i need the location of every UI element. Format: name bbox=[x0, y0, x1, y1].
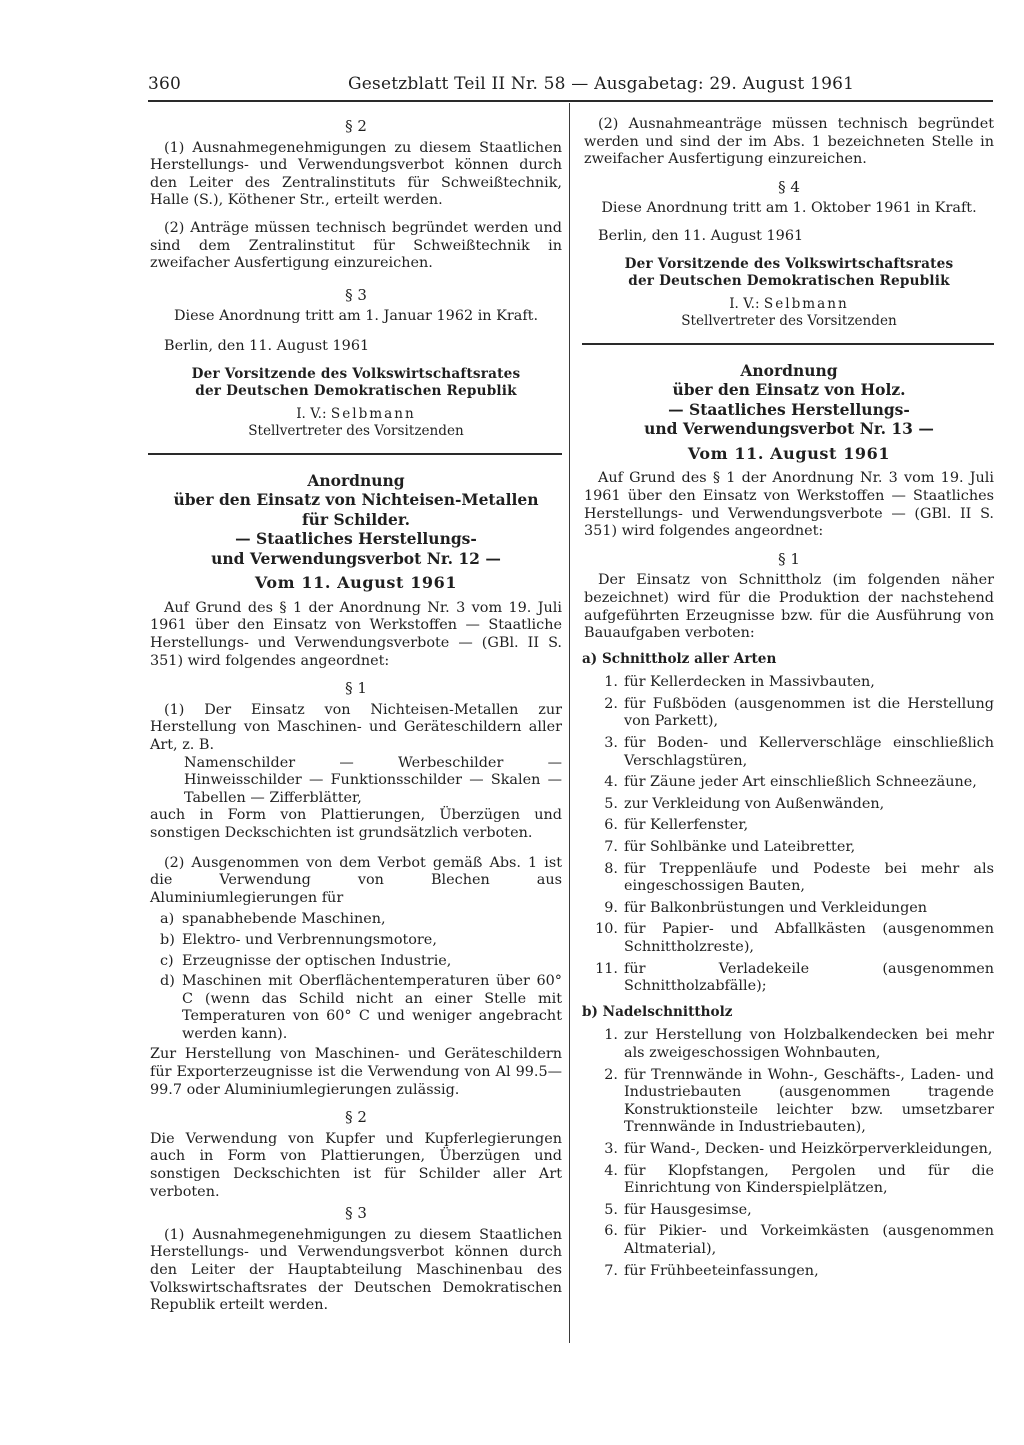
list-text: für Kellerfenster, bbox=[624, 817, 749, 834]
ordinance-title-line: und Verwendungsverbot Nr. 12 — bbox=[211, 548, 501, 568]
header-title: Gesetzblatt Teil II Nr. 58 — Ausgabetag: 29. August 1961 bbox=[348, 74, 855, 94]
list-number: 6. bbox=[604, 817, 618, 834]
section-heading: § 2 bbox=[345, 117, 367, 135]
signature-block bbox=[584, 256, 994, 331]
signature-name: Selbmann bbox=[763, 295, 849, 312]
section-heading: § 1 bbox=[778, 549, 800, 568]
left-column bbox=[150, 104, 562, 1315]
list-number: 3. bbox=[604, 735, 618, 752]
list-item bbox=[584, 674, 994, 692]
page-number: 360 bbox=[148, 74, 182, 94]
paragraph: (1) Ausnahmegenehmigungen zu diesem Staatlichen Herstellungs- und Verwendungsverbot können durch den Leiter der Hauptabteilung Maschinenbau des Volkswirtschaftsrates der Deutschen Demokratischen Republik erteilt werden. bbox=[150, 1226, 562, 1314]
signature-org-line: Der Vorsitzende des Volkswirtschaftsrates bbox=[191, 365, 521, 382]
list-text: spanabhebende Maschinen, bbox=[182, 911, 386, 928]
list-text: für Boden- und Kellerverschläge einschließlich Verschlagstüren, bbox=[624, 735, 994, 769]
list-item bbox=[160, 953, 562, 971]
list-text: für Trennwände in Wohn-, Geschäfts-, Laden- und Industriebauten (ausgenommen tragende Konstruktionsteile leichter bzw. umsetzbarer Trennwände in Industriebauten), bbox=[624, 1066, 994, 1136]
list-text: zur Verkleidung von Außenwänden, bbox=[624, 795, 885, 812]
list-item bbox=[160, 932, 562, 950]
list-item bbox=[584, 1223, 994, 1258]
list-item bbox=[584, 735, 994, 770]
list-text: für Kellerdecken in Massivbauten, bbox=[624, 674, 875, 691]
list-text: für Wand-, Decken- und Heizkörperverkleidungen, bbox=[624, 1140, 993, 1157]
list-number: 5. bbox=[604, 1201, 618, 1218]
signature-iv: I. V.: bbox=[729, 295, 760, 312]
list-text: Elektro- und Verbrennungsmotore, bbox=[182, 931, 437, 948]
ordinance-title-line: für Schilder. bbox=[301, 509, 410, 529]
list-label: a) bbox=[160, 911, 175, 928]
list-text: für Papier- und Abfallkästen (ausgenommen Schnittholzreste), bbox=[624, 921, 994, 955]
exemption-list bbox=[150, 911, 562, 1043]
signature-org-line: der Deutschen Demokratischen Republik bbox=[628, 272, 950, 289]
ordinance-title-line: über den Einsatz von Nichteisen-Metallen bbox=[173, 490, 539, 510]
ordinance-date: Vom 11. August 1961 bbox=[687, 443, 891, 463]
list-item bbox=[584, 861, 994, 896]
ordinance-title-line: und Verwendungsverbot Nr. 13 — bbox=[644, 419, 934, 439]
signature-name-line bbox=[150, 406, 562, 424]
paragraph: Zur Herstellung von Maschinen- und Geräteschildern für Exporterzeugnisse ist die Verwendung von Al 99.5—99.7 oder Aluminiumlegierungen zulässig. bbox=[150, 1046, 562, 1098]
paragraph: Diese Anordnung tritt am 1. Oktober 1961 in Kraft. bbox=[601, 200, 977, 217]
list-text: zur Herstellung von Holzbalkendecken bei mehr als zweigeschossigen Wohnbauten, bbox=[624, 1027, 994, 1061]
signature-block bbox=[150, 366, 562, 441]
list-item bbox=[584, 796, 994, 814]
ordinance-date: Vom 11. August 1961 bbox=[254, 573, 458, 593]
list-text: für Hausgesimse, bbox=[624, 1201, 752, 1218]
list-number: 7. bbox=[604, 1262, 618, 1279]
list-number: 5. bbox=[604, 795, 618, 812]
list-item bbox=[584, 961, 994, 996]
place-date: Berlin, den 11. August 1961 bbox=[164, 337, 370, 354]
list-number: 11. bbox=[595, 960, 618, 977]
list-text: Erzeugnisse der optischen Industrie, bbox=[182, 952, 452, 969]
right-column bbox=[584, 104, 994, 1284]
section-rule bbox=[148, 453, 562, 455]
list-item bbox=[584, 921, 994, 956]
signature-org-line: Der Vorsitzende des Volkswirtschaftsrates bbox=[624, 255, 954, 272]
intro-paragraph: Auf Grund des § 1 der Anordnung Nr. 3 vom 19. Juli 1961 über den Einsatz von Werkstoffen — Staatliche Herstellungs- und Verwendungsverbote — (GBl. II S. 351) wird folgendes angeordnet: bbox=[150, 599, 562, 669]
section-rule bbox=[582, 343, 994, 345]
list-item bbox=[584, 900, 994, 918]
paragraph: (2) Ausgenommen von dem Verbot gemäß Abs. 1 ist die Verwendung von Blechen aus Aluminiumlegierungen für bbox=[150, 854, 562, 906]
list-number: 3. bbox=[604, 1140, 618, 1157]
group-heading-b: b) Nadelschnittholz bbox=[582, 1003, 733, 1020]
paragraph: (2) Ausnahmeanträge müssen technisch begründet werden und sind der im Abs. 1 bezeichneten Stelle in zweifacher Ausfertigung einzureichen. bbox=[584, 116, 994, 168]
signature-org-line: der Deutschen Demokratischen Republik bbox=[195, 382, 517, 399]
signature-name-line bbox=[584, 296, 994, 314]
paragraph: (1) Ausnahmegenehmigungen zu diesem Staatlichen Herstellungs- und Verwendungsverbot können durch den Leiter des Zentralinstituts für Schweißtechnik, Halle (S.), Köthener Str., erteilt werden. bbox=[150, 139, 562, 209]
list-item bbox=[584, 1202, 994, 1220]
place-date: Berlin, den 11. August 1961 bbox=[598, 227, 804, 244]
list-item bbox=[584, 1027, 994, 1062]
group-heading-a: a) Schnittholz aller Arten bbox=[582, 650, 777, 667]
ordinance-title-line: — Staatliches Herstellungs- bbox=[235, 529, 477, 549]
list-text: für Treppenläufe und Podeste bei mehr als eingeschossigen Bauten, bbox=[624, 860, 994, 895]
list-number: 1. bbox=[604, 674, 618, 691]
list-text: für Zäune jeder Art einschließlich Schneezäune, bbox=[624, 774, 977, 791]
paragraph: Diese Anordnung tritt am 1. Januar 1962 in Kraft. bbox=[173, 308, 539, 325]
group-b-list bbox=[584, 1027, 994, 1280]
page-header bbox=[148, 72, 994, 96]
section-heading: § 3 bbox=[345, 285, 367, 304]
paragraph: Der Einsatz von Schnittholz (im folgenden näher bezeichnet) wird für die Produktion der nachstehend aufgeführten Erzeugnisse bzw. für die Ausführung von Bauaufgaben verboten: bbox=[584, 572, 994, 642]
signature-role: Stellvertreter des Vorsitzenden bbox=[248, 423, 464, 440]
ordinance-title-line: Anordnung bbox=[307, 470, 405, 490]
list-label: d) bbox=[160, 973, 175, 990]
list-label: c) bbox=[160, 952, 174, 969]
header-rule bbox=[148, 100, 993, 102]
signature-role: Stellvertreter des Vorsitzenden bbox=[681, 313, 897, 330]
examples-list: Namenschilder — Werbeschilder — Hinweisschilder — Funktionsschilder — Skalen — Tabellen — Zifferblätter, bbox=[184, 754, 562, 806]
paragraph: Die Verwendung von Kupfer und Kupferlegierungen auch in Form von Plattierungen, Überzügen und sonstigen Deckschichten ist für Schilder aller Art verboten. bbox=[150, 1130, 562, 1200]
section-heading: § 4 bbox=[778, 177, 800, 196]
list-item bbox=[160, 911, 562, 929]
list-number: 4. bbox=[604, 774, 618, 791]
ordinance-title-line: über den Einsatz von Holz. bbox=[672, 380, 906, 400]
paragraph: auch in Form von Plattierungen, Überzügen und sonstigen Deckschichten ist grundsätzlich verboten. bbox=[150, 807, 562, 841]
section-heading: § 3 bbox=[345, 1204, 367, 1223]
list-item bbox=[584, 774, 994, 792]
signature-name: Selbmann bbox=[330, 405, 416, 422]
group-a-list bbox=[584, 674, 994, 996]
column-divider bbox=[569, 103, 570, 1343]
list-number: 9. bbox=[604, 899, 618, 916]
list-text: für Pikier- und Vorkeimkästen (ausgenommen Altmaterial), bbox=[624, 1223, 994, 1257]
list-number: 7. bbox=[604, 839, 618, 856]
list-item bbox=[584, 1141, 994, 1159]
list-number: 1. bbox=[604, 1027, 618, 1044]
ordinance-title bbox=[150, 471, 562, 569]
list-text: für Balkonbrüstungen und Verkleidungen bbox=[624, 899, 928, 916]
paragraph: (2) Anträge müssen technisch begründet werden und sind dem Zentralinstitut für Schweißtechnik in zweifacher Ausfertigung einzureichen. bbox=[150, 219, 562, 272]
ordinance-title-line: — Staatliches Herstellungs- bbox=[668, 399, 910, 419]
list-item bbox=[160, 973, 562, 1043]
list-item bbox=[584, 1163, 994, 1198]
list-number: 8. bbox=[604, 860, 618, 877]
list-item bbox=[584, 1263, 994, 1281]
list-label: b) bbox=[160, 931, 175, 948]
list-item bbox=[584, 839, 994, 857]
list-item bbox=[584, 696, 994, 731]
list-number: 2. bbox=[604, 695, 618, 712]
ordinance-title bbox=[584, 361, 994, 439]
list-text: für Fußböden (ausgenommen ist die Herstellung von Parkett), bbox=[624, 695, 994, 730]
list-text: für Verladekeile (ausgenommen Schnittholzabfälle); bbox=[624, 960, 994, 995]
section-heading: § 2 bbox=[345, 1108, 367, 1127]
list-text: für Sohlbänke und Lateibretter, bbox=[624, 839, 856, 856]
list-item bbox=[584, 817, 994, 835]
section-heading: § 1 bbox=[345, 679, 367, 698]
list-text: Maschinen mit Oberflächentemperaturen über 60° C (wenn das Schild nicht an einer Stelle mit Temperaturen von 60° C und weniger angebracht werden kann). bbox=[182, 973, 562, 1042]
list-text: für Klopfstangen, Pergolen und für die Einrichtung von Kinderspielplätzen, bbox=[624, 1162, 994, 1197]
intro-paragraph: Auf Grund des § 1 der Anordnung Nr. 3 vom 19. Juli 1961 über den Einsatz von Werkstoffen — Staatliches Herstellungs- und Verwendungsverbote — (GBl. II S. 351) wird folgendes angeordnet: bbox=[584, 470, 994, 540]
list-number: 4. bbox=[604, 1162, 618, 1179]
list-number: 2. bbox=[604, 1066, 618, 1083]
list-text: für Frühbeeteinfassungen, bbox=[624, 1262, 819, 1279]
list-item bbox=[584, 1067, 994, 1137]
list-number: 6. bbox=[604, 1223, 618, 1240]
paragraph: (1) Der Einsatz von Nichteisen-Metallen zur Herstellung von Maschinen- und Geräteschildern aller Art, z. B. bbox=[150, 701, 562, 753]
signature-iv: I. V.: bbox=[296, 405, 327, 422]
list-number: 10. bbox=[595, 921, 618, 938]
ordinance-title-line: Anordnung bbox=[740, 360, 838, 380]
